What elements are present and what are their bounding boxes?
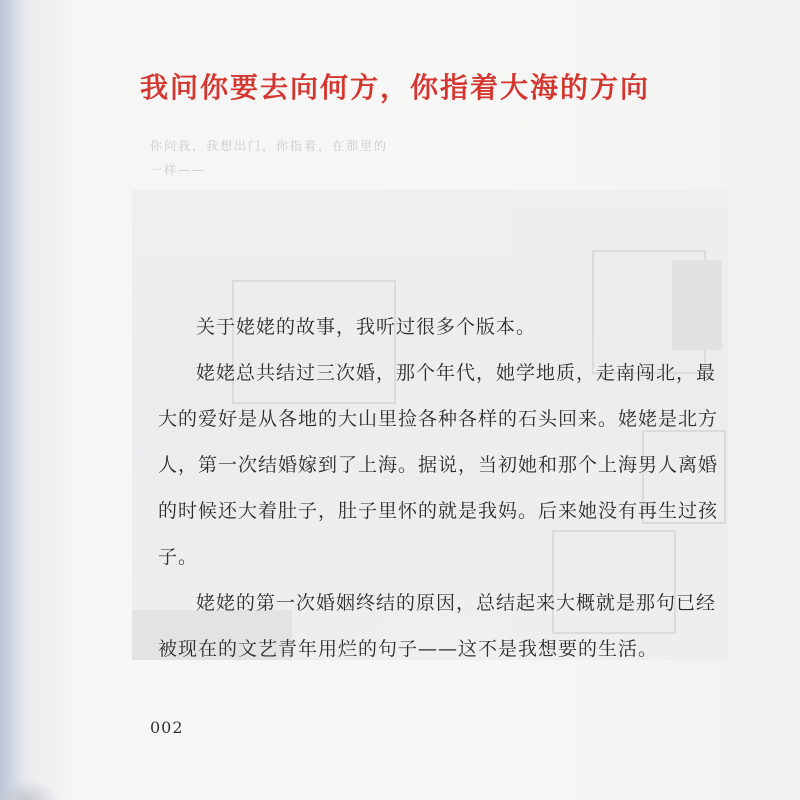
chapter-title: 我问你要去向何方，你指着大海的方向	[140, 71, 651, 104]
book-spine-edge	[0, 0, 26, 800]
paragraph: 姥姥的第一次婚姻终结的原因，总结起来大概就是那句已经被现在的文艺青年用烂的句子——这不是我想要的生活。	[158, 592, 717, 660]
paragraph: 姥姥总共结过三次婚，那个年代，她学地质，走南闯北，最大的爱好是从各地的大山里捡各种各样的石头回来。姥姥是北方人，第一次结婚嫁到了上海。据说，当初她和那个上海男人离婚的时候还大着肚子，肚子里怀的就是我妈。后来她没有再生过孩子。	[158, 362, 719, 568]
paragraph: 关于姥姥的故事，我听过很多个版本。	[196, 316, 537, 338]
page-corner-shadow	[0, 780, 60, 800]
bleed-through-text	[150, 134, 450, 184]
page-number: 002	[150, 718, 184, 737]
bleed-through-line: 你问我，我想出门，你指着，在那里的	[150, 139, 389, 153]
body-text	[158, 304, 718, 672]
bleed-through-line: 一样——	[150, 163, 207, 177]
